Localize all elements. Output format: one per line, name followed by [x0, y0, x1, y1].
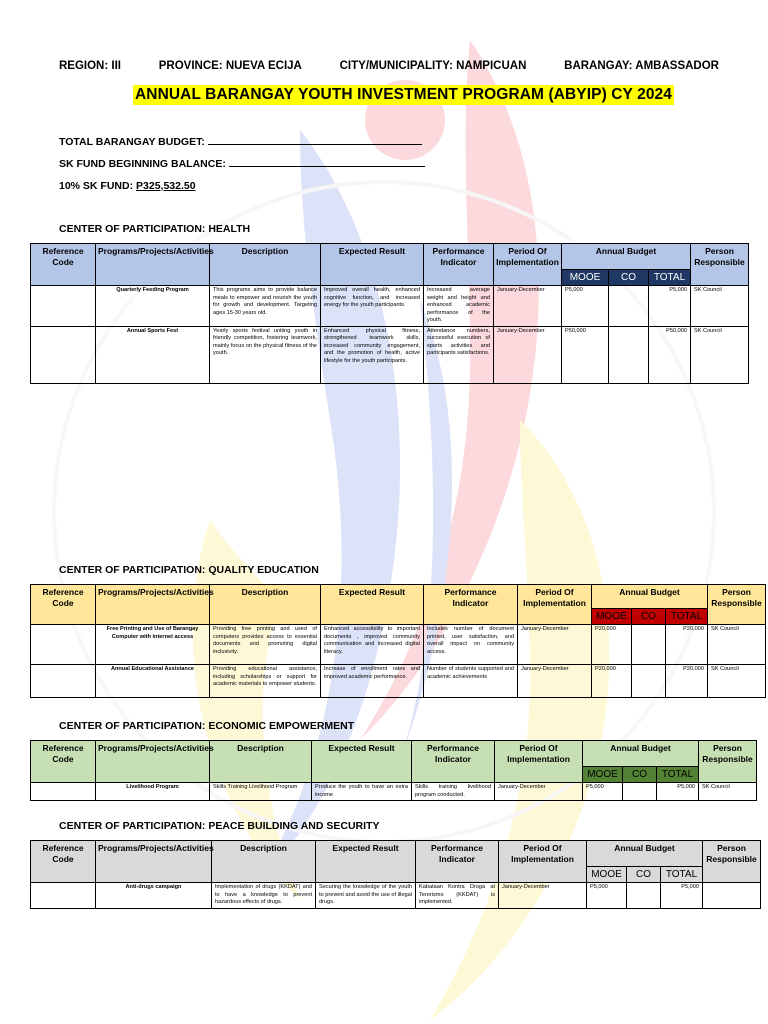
mooe-cell: P50,000	[562, 326, 609, 383]
location-header	[59, 60, 719, 72]
col-annual-budget: Annual Budget	[562, 244, 691, 270]
total-cell: P5,000	[649, 286, 691, 327]
table-peace	[30, 840, 761, 909]
col-co: CO	[609, 270, 649, 286]
indicator-cell: Attendance numbers, successful execution of sports activities and participants satisfactions.	[424, 326, 494, 383]
col-indicator: Performance Indicator	[416, 841, 499, 883]
co-cell	[623, 783, 657, 801]
col-mooe: MOOE	[587, 867, 627, 883]
province-label: PROVINCE: NUEVA ECIJA	[158, 60, 302, 72]
expected-cell: Enhanced accessibility to important documents , improved community communication and increased digital literacy.	[321, 625, 424, 665]
col-description: Description	[210, 244, 321, 286]
description-cell: Providing free printing and used of computers provides access to essential documents and promoting digital inclusivity.	[210, 625, 321, 665]
col-mooe: MOOE	[592, 609, 632, 625]
mooe-cell: P20,000	[592, 665, 632, 698]
expected-cell: Produce the youth to have an extra income	[312, 783, 412, 801]
sk-fund-line	[59, 180, 196, 192]
description-cell: Implementation of drugs (KKDAT) and to have a knowledge to prevent hazardous effects of drugs.	[212, 883, 316, 909]
col-programs: Programs/Projects/Activities	[96, 741, 210, 783]
program-cell: Annual Sports Fest	[96, 326, 210, 383]
total-cell: P20,000	[666, 665, 708, 698]
table-health	[30, 243, 749, 384]
col-mooe: MOOE	[562, 270, 609, 286]
col-ref: Reference Code	[31, 741, 96, 783]
ref-cell	[31, 665, 96, 698]
table-row	[31, 286, 749, 327]
table-economic	[30, 740, 757, 801]
col-co: CO	[623, 767, 657, 783]
total-cell: P5,000	[657, 783, 699, 801]
col-co: CO	[632, 609, 666, 625]
person-cell: SK Council	[691, 326, 749, 383]
period-cell: January-December	[518, 665, 592, 698]
description-cell: Skills Training Livelihood Program	[210, 783, 312, 801]
program-cell: Annual Educational Assistance	[96, 665, 210, 698]
city-label: CITY/MUNICIPALITY: NAMPICUAN	[339, 60, 527, 72]
person-cell: SK Council	[708, 665, 766, 698]
beginning-balance-line	[59, 158, 425, 170]
ref-cell	[31, 625, 96, 665]
program-cell: Quarterly Feeding Program	[96, 286, 210, 327]
col-person: Person Responsible	[703, 841, 761, 883]
col-period: Period Of Implementation	[495, 741, 583, 783]
section-title-education: CENTER OF PARTICIPATION: QUALITY EDUCATION	[59, 564, 319, 576]
co-cell	[632, 665, 666, 698]
program-cell: Livelihood Program	[96, 783, 210, 801]
col-description: Description	[210, 585, 321, 625]
col-indicator: Performance Indicator	[424, 585, 518, 625]
co-cell	[627, 883, 661, 909]
col-indicator: Performance Indicator	[412, 741, 495, 783]
col-period: Period Of Implementation	[518, 585, 592, 625]
col-description: Description	[210, 741, 312, 783]
total-budget-label: TOTAL BARANGAY BUDGET:	[59, 136, 205, 148]
mooe-cell: P20,000	[592, 625, 632, 665]
col-period: Period Of Implementation	[494, 244, 562, 286]
barangay-label: BARANGAY: AMBASSADOR	[564, 60, 719, 72]
total-cell: P5,000	[661, 883, 703, 909]
person-cell: SK Council	[691, 286, 749, 327]
program-cell: Anti-drugs campaign	[96, 883, 212, 909]
period-cell: January-December	[518, 625, 592, 665]
col-ref: Reference Code	[31, 585, 96, 625]
document-title: ANNUAL BARANGAY YOUTH INVESTMENT PROGRAM (ABYIP) CY 2024	[135, 86, 672, 103]
ref-cell	[31, 783, 96, 801]
col-person: Person Responsible	[691, 244, 749, 286]
col-ref: Reference Code	[31, 244, 96, 286]
section-title-economic: CENTER OF PARTICIPATION: ECONOMIC EMPOWERMENT	[59, 720, 355, 732]
description-cell: Providing educational assistance, including scholarships or support for academic materials to empower students.	[210, 665, 321, 698]
col-annual-budget: Annual Budget	[592, 585, 708, 609]
table-row	[31, 883, 761, 909]
table-row	[31, 326, 749, 383]
col-total: TOTAL	[661, 867, 703, 883]
total-budget-blank	[208, 136, 422, 145]
col-programs: Programs/Projects/Activities	[96, 244, 210, 286]
col-programs: Programs/Projects/Activities	[96, 841, 212, 883]
col-expected: Expected Result	[321, 244, 424, 286]
mooe-cell: P5,000	[583, 783, 623, 801]
ref-cell	[31, 883, 96, 909]
table-row	[31, 625, 766, 665]
table-education	[30, 584, 766, 698]
col-ref: Reference Code	[31, 841, 96, 883]
col-expected: Expected Result	[321, 585, 424, 625]
description-cell: This programs aims to provide balance meals to empower and nourish the youth for growth and development. Targeting ages 15-30 years old.	[210, 286, 321, 327]
expected-cell: Enhanced physical fitness, strengthened teamwork skills, increased community engagement, and the promotion of health, active lifestyle for the youth participants.	[321, 326, 424, 383]
indicator-cell: Kabataan Kontra Droga at Terorismo (KKDAT) is implemented.	[416, 883, 499, 909]
indicator-cell: Skills training livelihood program conducted.	[412, 783, 495, 801]
col-description: Description	[212, 841, 316, 883]
co-cell	[609, 286, 649, 327]
table-row	[31, 783, 757, 801]
co-cell	[632, 625, 666, 665]
col-total: TOTAL	[657, 767, 699, 783]
mooe-cell: P5,000	[562, 286, 609, 327]
col-total: TOTAL	[666, 609, 708, 625]
col-person: Person Responsible	[708, 585, 766, 625]
section-title-health: CENTER OF PARTICIPATION: HEALTH	[59, 223, 251, 235]
col-indicator: Performance Indicator	[424, 244, 494, 286]
total-cell: P20,000	[666, 625, 708, 665]
col-annual-budget: Annual Budget	[583, 741, 699, 767]
expected-cell: Improved overall health, enhanced cognitive function, and increased energy for the youth participants.	[321, 286, 424, 327]
sk-fund-value: P325,532.50	[136, 180, 196, 192]
total-budget-line	[59, 136, 422, 148]
expected-cell: Increase of enrollment rates and improved academic performance.	[321, 665, 424, 698]
col-co: CO	[627, 867, 661, 883]
ref-cell	[31, 286, 96, 327]
region-label: REGION: III	[59, 60, 121, 72]
sk-fund-label: 10% SK FUND:	[59, 180, 134, 192]
mooe-cell: P5,000	[587, 883, 627, 909]
col-programs: Programs/Projects/Activities	[96, 585, 210, 625]
program-cell: Free Printing and Use of Barangay Computer with internet access	[96, 625, 210, 665]
col-total: TOTAL	[649, 270, 691, 286]
indicator-cell: Increased average weight and height and enhanced academic performance of the youth.	[424, 286, 494, 327]
col-person: Person Responsible	[699, 741, 757, 783]
period-cell: January-December	[495, 783, 583, 801]
period-cell: January-December	[499, 883, 587, 909]
col-mooe: MOOE	[583, 767, 623, 783]
col-annual-budget: Annual Budget	[587, 841, 703, 867]
total-cell: P50,000	[649, 326, 691, 383]
col-expected: Expected Result	[312, 741, 412, 783]
indicator-cell: Number of students supported and academic achievements	[424, 665, 518, 698]
expected-cell: Securing the knowledge of the youth to prevent and avoid the use of illegal drugs.	[316, 883, 416, 909]
section-title-peace: CENTER OF PARTICIPATION: PEACE BUILDING AND SECURITY	[59, 820, 380, 832]
indicator-cell: Includes number of document printed, user satisfaction, and overall impact on community access.	[424, 625, 518, 665]
beginning-balance-blank	[229, 158, 425, 167]
co-cell	[609, 326, 649, 383]
person-cell: SK Council	[708, 625, 766, 665]
col-expected: Expected Result	[316, 841, 416, 883]
ref-cell	[31, 326, 96, 383]
beginning-balance-label: SK FUND BEGINNING BALANCE:	[59, 158, 226, 170]
col-period: Period Of Implementation	[499, 841, 587, 883]
period-cell: January-December	[494, 286, 562, 327]
period-cell: January-December	[494, 326, 562, 383]
description-cell: Yearly sports festival uniting youth in friendly competition, fostering teamwork, mainly focus on the physical fitness of the youth.	[210, 326, 321, 383]
person-cell	[703, 883, 761, 909]
table-row	[31, 665, 766, 698]
person-cell: SK Council	[699, 783, 757, 801]
